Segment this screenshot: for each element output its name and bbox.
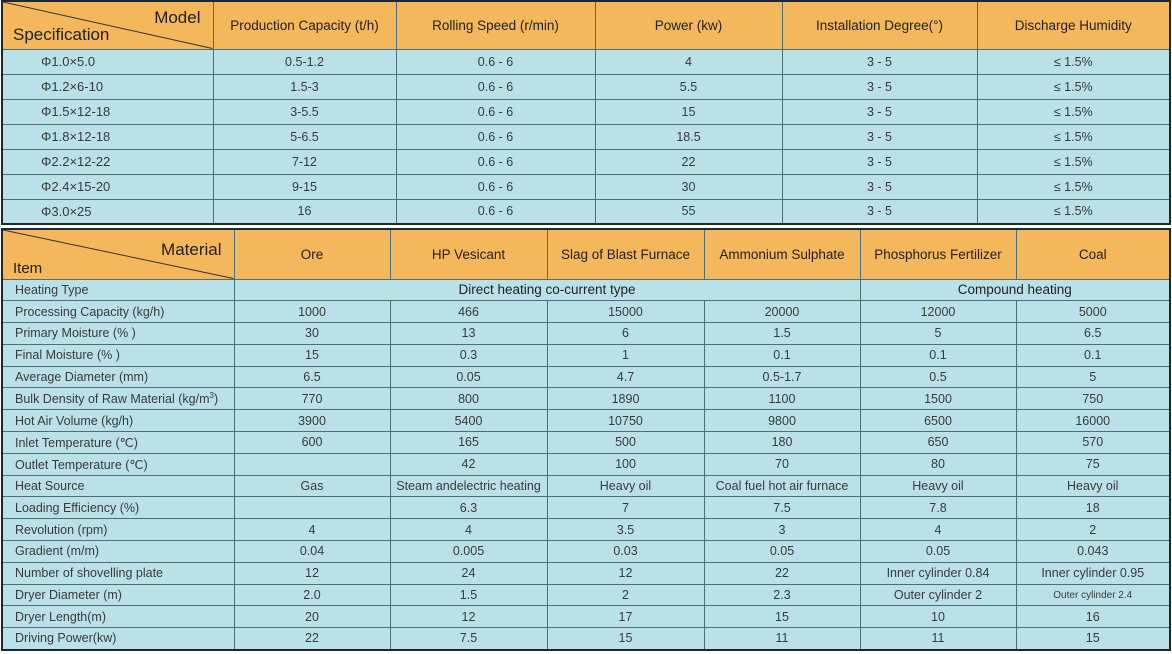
table-cell: 0.03 — [547, 541, 704, 563]
table-cell: 0.005 — [390, 541, 547, 563]
table-cell: 1000 — [234, 301, 390, 323]
row-label: Heating Type — [2, 279, 234, 301]
table-cell: ≤ 1.5% — [977, 99, 1170, 124]
table-cell: 1 — [547, 344, 704, 366]
table-cell: 0.6 - 6 — [396, 74, 595, 99]
row-label: Heat Source — [2, 475, 234, 497]
table-cell: 16000 — [1016, 410, 1170, 432]
table-cell: 6500 — [860, 410, 1016, 432]
table-cell: 3 - 5 — [782, 49, 977, 74]
table-row-heating-type — [2, 279, 1170, 301]
table-cell: 2.0 — [234, 584, 390, 606]
table-cell: 5400 — [390, 410, 547, 432]
table-row — [2, 388, 1170, 410]
table-cell: 6.5 — [234, 366, 390, 388]
heating-type-direct: Direct heating co-current type — [234, 279, 860, 301]
table-cell: 9-15 — [213, 174, 396, 199]
row-label — [2, 388, 234, 410]
table-row — [2, 344, 1170, 366]
spec-corner-cell — [2, 1, 213, 49]
table-cell: 30 — [234, 323, 390, 345]
spec-header-installation-degree: Installation Degree(°) — [782, 1, 977, 49]
table-cell: 7-12 — [213, 149, 396, 174]
table-cell: 2.3 — [704, 584, 860, 606]
row-label: Driving Power(kw) — [2, 628, 234, 650]
table-cell: 0.05 — [390, 366, 547, 388]
table-cell: 3900 — [234, 410, 390, 432]
table-cell: 750 — [1016, 388, 1170, 410]
table-cell: 3 — [704, 519, 860, 541]
table-cell: 1.5-3 — [213, 74, 396, 99]
table-cell: 3-5.5 — [213, 99, 396, 124]
table-cell: 7 — [547, 497, 704, 519]
spec-header-row — [2, 1, 1170, 49]
table-cell: 42 — [390, 453, 547, 475]
table-cell: Inner cylinder 0.95 — [1016, 562, 1170, 584]
table-cell: 15 — [547, 628, 704, 650]
table-cell: 13 — [390, 323, 547, 345]
table-cell: ≤ 1.5% — [977, 124, 1170, 149]
table-cell: 80 — [860, 453, 1016, 475]
material-header-hp-vesicant: HP Vesicant — [390, 229, 547, 279]
model-cell: Φ1.2×6-10 — [2, 74, 213, 99]
table-cell: 0.5-1.2 — [213, 49, 396, 74]
table-cell: 12 — [390, 606, 547, 628]
table-cell: ≤ 1.5% — [977, 149, 1170, 174]
table-row — [2, 519, 1170, 541]
table-cell: 12 — [547, 562, 704, 584]
specification-table — [1, 0, 1171, 225]
table-cell: 500 — [547, 432, 704, 454]
table-row — [2, 74, 1170, 99]
material-corner-material: Material — [161, 240, 222, 259]
row-label: Primary Moisture (% ) — [2, 323, 234, 345]
table-row — [2, 124, 1170, 149]
table-cell: 15 — [234, 344, 390, 366]
table-row — [2, 584, 1170, 606]
spec-corner-model: Model — [154, 8, 201, 27]
table-cell: 600 — [234, 432, 390, 454]
table-cell: 9800 — [704, 410, 860, 432]
table-cell: Heavy oil — [1016, 475, 1170, 497]
table-cell: 0.5-1.7 — [704, 366, 860, 388]
model-cell: Φ3.0×25 — [2, 199, 213, 224]
table-cell: 1.5 — [704, 323, 860, 345]
table-cell: Inner cylinder 0.84 — [860, 562, 1016, 584]
table-cell: Heavy oil — [860, 475, 1016, 497]
table-cell: ≤ 1.5% — [977, 174, 1170, 199]
row-label: Number of shovelling plate — [2, 562, 234, 584]
table-cell: 17 — [547, 606, 704, 628]
table-cell: 4 — [595, 49, 782, 74]
row-label: Final Moisture (% ) — [2, 344, 234, 366]
table-row — [2, 174, 1170, 199]
table-cell: Coal fuel hot air furnace — [704, 475, 860, 497]
table-cell: 22 — [595, 149, 782, 174]
table-cell: 18 — [1016, 497, 1170, 519]
table-row — [2, 497, 1170, 519]
model-cell: Φ1.5×12-18 — [2, 99, 213, 124]
table-cell: 30 — [595, 174, 782, 199]
table-row — [2, 562, 1170, 584]
table-cell: 6 — [547, 323, 704, 345]
table-cell: 18.5 — [595, 124, 782, 149]
material-corner-cell — [2, 229, 234, 279]
table-cell: Steam andelectric heating — [390, 475, 547, 497]
table-cell: ≤ 1.5% — [977, 49, 1170, 74]
table-cell: 15 — [704, 606, 860, 628]
table-cell: 22 — [234, 628, 390, 650]
table-row — [2, 366, 1170, 388]
table-cell: 15 — [595, 99, 782, 124]
table-cell: 100 — [547, 453, 704, 475]
table-cell: 3 - 5 — [782, 124, 977, 149]
table-cell: 5.5 — [595, 74, 782, 99]
table-cell: 770 — [234, 388, 390, 410]
row-label: Dryer Length(m) — [2, 606, 234, 628]
spec-corner-specification: Specification — [13, 24, 110, 44]
table-cell: 5 — [1016, 366, 1170, 388]
model-cell: Φ2.2×12-22 — [2, 149, 213, 174]
table-cell: Gas — [234, 475, 390, 497]
table-row — [2, 453, 1170, 475]
table-cell: 0.5 — [860, 366, 1016, 388]
table-cell: 0.6 - 6 — [396, 124, 595, 149]
table-cell — [234, 497, 390, 519]
spec-header-rolling-speed: Rolling Speed (r/min) — [396, 1, 595, 49]
table-cell: 3 - 5 — [782, 174, 977, 199]
table-cell: 6.5 — [1016, 323, 1170, 345]
material-table — [1, 228, 1171, 651]
row-label: Inlet Temperature (℃) — [2, 432, 234, 454]
table-row — [2, 323, 1170, 345]
table-cell: Heavy oil — [547, 475, 704, 497]
row-label: Outlet Temperature (℃) — [2, 453, 234, 475]
table-cell: 5 — [860, 323, 1016, 345]
model-cell: Φ1.8×12-18 — [2, 124, 213, 149]
heating-type-compound: Compound heating — [860, 279, 1170, 301]
table-row — [2, 475, 1170, 497]
model-cell: Φ1.0×5.0 — [2, 49, 213, 74]
table-cell: 0.05 — [704, 541, 860, 563]
table-cell: 16 — [213, 199, 396, 224]
table-cell: 15 — [1016, 628, 1170, 650]
bulk-density-superscript: 3 — [209, 391, 214, 401]
table-cell: 10 — [860, 606, 1016, 628]
table-cell: 0.1 — [1016, 344, 1170, 366]
table-cell: 5000 — [1016, 301, 1170, 323]
table-cell: 7.5 — [390, 628, 547, 650]
table-cell: ≤ 1.5% — [977, 74, 1170, 99]
table-cell: 3 - 5 — [782, 199, 977, 224]
table-cell: 12000 — [860, 301, 1016, 323]
table-cell: 20 — [234, 606, 390, 628]
table-cell: 22 — [704, 562, 860, 584]
table-cell: 0.04 — [234, 541, 390, 563]
table-cell: ≤ 1.5% — [977, 199, 1170, 224]
table-row — [2, 49, 1170, 74]
table-cell: 4 — [860, 519, 1016, 541]
row-label: Loading Efficiency (%) — [2, 497, 234, 519]
table-cell: 0.043 — [1016, 541, 1170, 563]
table-cell: 0.1 — [704, 344, 860, 366]
table-cell: 24 — [390, 562, 547, 584]
table-cell: 10750 — [547, 410, 704, 432]
table-cell: 650 — [860, 432, 1016, 454]
table-row — [2, 606, 1170, 628]
table-cell: 3 - 5 — [782, 74, 977, 99]
row-label: Average Diameter (mm) — [2, 366, 234, 388]
material-header-ammonium-sulphate: Ammonium Sulphate — [704, 229, 860, 279]
table-cell: 75 — [1016, 453, 1170, 475]
table-row — [2, 99, 1170, 124]
table-cell: 0.6 - 6 — [396, 199, 595, 224]
table-row — [2, 149, 1170, 174]
table-cell: 15000 — [547, 301, 704, 323]
table-cell: 0.6 - 6 — [396, 174, 595, 199]
row-label: Hot Air Volume (kg/h) — [2, 410, 234, 432]
table-cell: 466 — [390, 301, 547, 323]
row-label: Processing Capacity (kg/h) — [2, 301, 234, 323]
table-row — [2, 628, 1170, 650]
table-cell: Outer cylinder 2 — [860, 584, 1016, 606]
table-cell: 0.05 — [860, 541, 1016, 563]
table-cell: 0.6 - 6 — [396, 149, 595, 174]
table-cell: 20000 — [704, 301, 860, 323]
table-cell: 570 — [1016, 432, 1170, 454]
table-cell: 800 — [390, 388, 547, 410]
model-cell: Φ2.4×15-20 — [2, 174, 213, 199]
table-cell: 11 — [860, 628, 1016, 650]
material-header-ore: Ore — [234, 229, 390, 279]
row-label: Revolution (rpm) — [2, 519, 234, 541]
table-cell: 70 — [704, 453, 860, 475]
table-row — [2, 541, 1170, 563]
table-cell: 0.6 - 6 — [396, 99, 595, 124]
table-cell: 5-6.5 — [213, 124, 396, 149]
table-cell: 3.5 — [547, 519, 704, 541]
table-cell: 0.1 — [860, 344, 1016, 366]
bulk-density-close: ) — [213, 392, 219, 407]
table-cell: 180 — [704, 432, 860, 454]
table-cell: 55 — [595, 199, 782, 224]
table-cell: 3 - 5 — [782, 99, 977, 124]
material-header-slag: Slag of Blast Furnace — [547, 229, 704, 279]
spec-header-discharge-humidity: Discharge Humidity — [977, 1, 1170, 49]
table-cell: 2 — [547, 584, 704, 606]
table-row — [2, 432, 1170, 454]
spec-header-power: Power (kw) — [595, 1, 782, 49]
table-row — [2, 199, 1170, 224]
table-cell: 2 — [1016, 519, 1170, 541]
table-cell: 1.5 — [390, 584, 547, 606]
bulk-density-label: Bulk Density of Raw Material (kg/m — [15, 392, 210, 407]
material-header-phosphorus-fertilizer: Phosphorus Fertilizer — [860, 229, 1016, 279]
table-cell: 12 — [234, 562, 390, 584]
material-header-coal: Coal — [1016, 229, 1170, 279]
table-cell — [234, 453, 390, 475]
table-cell: 1890 — [547, 388, 704, 410]
table-cell: 1500 — [860, 388, 1016, 410]
table-cell: 16 — [1016, 606, 1170, 628]
table-cell: 4.7 — [547, 366, 704, 388]
material-corner-item: Item — [13, 259, 43, 277]
material-header-row — [2, 229, 1170, 279]
spec-header-production-capacity: Production Capacity (t/h) — [213, 1, 396, 49]
table-cell: 7.5 — [704, 497, 860, 519]
row-label: Gradient (m/m) — [2, 541, 234, 563]
table-cell: 3 - 5 — [782, 149, 977, 174]
table-cell: 11 — [704, 628, 860, 650]
table-cell: 0.6 - 6 — [396, 49, 595, 74]
table-cell: Outer cylinder 2.4 — [1016, 584, 1170, 606]
table-cell: 0.3 — [390, 344, 547, 366]
table-cell: 6.3 — [390, 497, 547, 519]
table-row — [2, 301, 1170, 323]
table-cell: 7.8 — [860, 497, 1016, 519]
table-cell: 1100 — [704, 388, 860, 410]
table-cell: 4 — [234, 519, 390, 541]
table-cell: 165 — [390, 432, 547, 454]
table-cell: 4 — [390, 519, 547, 541]
table-row — [2, 410, 1170, 432]
row-label: Dryer Diameter (m) — [2, 584, 234, 606]
